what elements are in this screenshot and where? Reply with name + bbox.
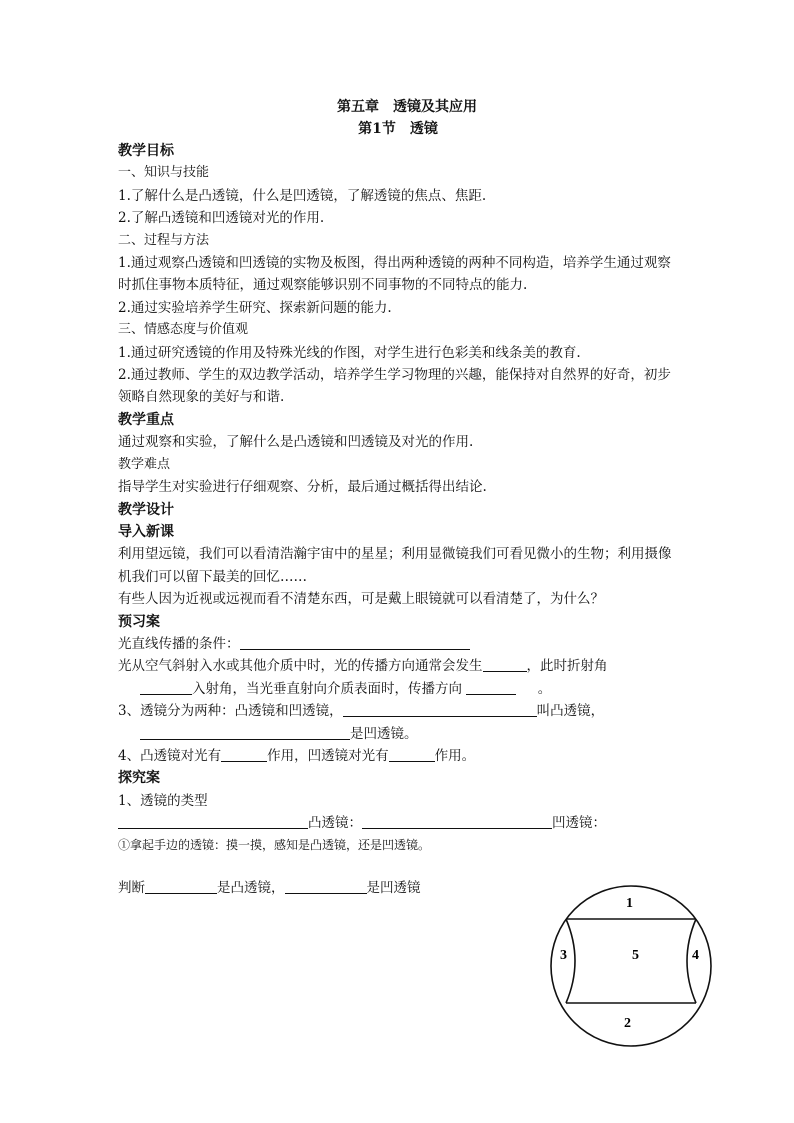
- explore-heading: 探究案: [118, 770, 160, 787]
- preview-q2-cont: [118, 678, 678, 700]
- lens-diagram: [548, 883, 714, 1049]
- blank-field[interactable]: [145, 879, 217, 894]
- blank-field[interactable]: [362, 814, 552, 829]
- lens-type-row: [118, 812, 678, 834]
- preview-q2: [118, 655, 678, 677]
- preview-q4-text-b: 作用，凹透镜对光有: [267, 747, 389, 764]
- document-page: [118, 96, 678, 899]
- convex-label: 凸透镜：: [308, 815, 362, 832]
- preview-q2-text-c: 入射角，当光垂直射向介质表面时，传播方向: [192, 680, 462, 697]
- explore-item-1: 1、透镜的类型: [118, 792, 208, 809]
- blank-field[interactable]: [140, 725, 350, 740]
- goals-heading: 教学目标: [118, 143, 174, 159]
- region-label-2: 2: [624, 1016, 631, 1031]
- preview-q2-text-b: ，此时折射角: [526, 658, 608, 675]
- design-heading: 教学设计: [118, 501, 174, 518]
- intro-heading: 导入新课: [118, 523, 174, 540]
- intro-paragraph-1: 利用望远镜，我们可以看清浩瀚宇宙中的星星；利用显微镜我们可看见微小的生物；利用摄像机我们可以留下最美的回忆……: [118, 546, 672, 585]
- preview-q3-text-a: 3、透镜分为两种：凸透镜和凹透镜，: [118, 703, 343, 720]
- section-title: 第1节 透镜: [358, 121, 438, 137]
- attitude-heading: 三、情感态度与价值观: [118, 322, 249, 338]
- attitude-item-1: 1.通过研究透镜的作用及特殊光线的作图，对学生进行色彩美和线条美的教育.: [118, 344, 581, 361]
- process-item-2: 2.通过实验培养学生研究、探索新问题的能力.: [118, 299, 392, 316]
- concave-label: 凹透镜：: [552, 815, 606, 832]
- intro-paragraph-2: 有些人因为近视或远视而看不清楚东西，可是戴上眼镜就可以看清楚了，为什么？: [118, 591, 604, 608]
- blank-field[interactable]: [483, 657, 527, 672]
- region-label-3: 3: [560, 948, 567, 963]
- region-label-1: 1: [626, 896, 633, 911]
- preview-heading: 预习案: [118, 613, 160, 630]
- chapter-title: 第五章 透镜及其应用: [337, 99, 477, 115]
- preview-q4: [118, 745, 678, 767]
- key-points-heading: 教学重点: [118, 411, 174, 428]
- blank-field[interactable]: [389, 747, 435, 762]
- preview-q4-text-a: 4、凸透镜对光有: [118, 747, 222, 764]
- preview-q3: [118, 700, 678, 722]
- knowledge-item-1: 1.了解什么是凸透镜，什么是凹透镜，了解透镜的焦点、焦距.: [118, 187, 487, 204]
- blank-field[interactable]: [343, 702, 537, 717]
- blank-field[interactable]: [466, 680, 516, 695]
- region-label-4: 4: [692, 948, 699, 963]
- process-heading: 二、过程与方法: [118, 232, 210, 248]
- preview-q1: [118, 633, 678, 655]
- preview-q2-text-a: 光从空气斜射入水或其他介质中时，光的传播方向通常会发生: [118, 658, 483, 675]
- judge-text-c: 是凹透镜: [366, 879, 421, 896]
- process-item-1: 1.通过观察凸透镜和凹透镜的实物及板图，得出两种透镜的两种不同构造，培养学生通过观察时抓住事物本质特征，通过观察能够识别不同事物的不同特点的能力.: [118, 255, 671, 294]
- judge-text-a: 判断: [118, 879, 145, 896]
- knowledge-heading: 一、知识与技能: [118, 165, 210, 181]
- difficulty-text: 指导学生对实验进行仔细观察、分析，最后通过概括得出结论.: [118, 479, 487, 496]
- judge-text-b: 是凸透镜，: [217, 879, 285, 896]
- blank-field[interactable]: [140, 680, 192, 695]
- attitude-item-2: 2.通过教师、学生的双边教学活动，培养学生学习物理的兴趣，能保持对自然界的好奇，初步领略自然现象的美好与和谐.: [118, 367, 671, 406]
- blank-field[interactable]: [221, 747, 267, 762]
- preview-q1-text: 光直线传播的条件：: [118, 635, 240, 652]
- left-concave-arc: [566, 919, 575, 1003]
- blank-field[interactable]: [285, 879, 367, 894]
- preview-q2-text-d: 。: [537, 680, 552, 697]
- blank-field[interactable]: [240, 635, 470, 650]
- region-label-5: 5: [632, 948, 639, 963]
- knowledge-item-2: 2.了解凸透镜和凹透镜对光的作用.: [118, 210, 325, 227]
- preview-q3-text-b: 叫凸透镜，: [536, 703, 605, 720]
- difficulty-heading: 教学难点: [118, 456, 171, 472]
- blank-field[interactable]: [118, 814, 308, 829]
- key-points-text: 通过观察和实验，了解什么是凸透镜和凹透镜及对光的作用.: [118, 434, 474, 451]
- explore-instruction: ①拿起手边的透镜：摸一摸，感知是凸透镜，还是凹透镜。: [118, 837, 431, 852]
- preview-q4-text-c: 作用。: [434, 747, 476, 764]
- preview-q3-cont: [118, 723, 678, 745]
- preview-q3-text-c: 是凹透镜。: [350, 725, 418, 742]
